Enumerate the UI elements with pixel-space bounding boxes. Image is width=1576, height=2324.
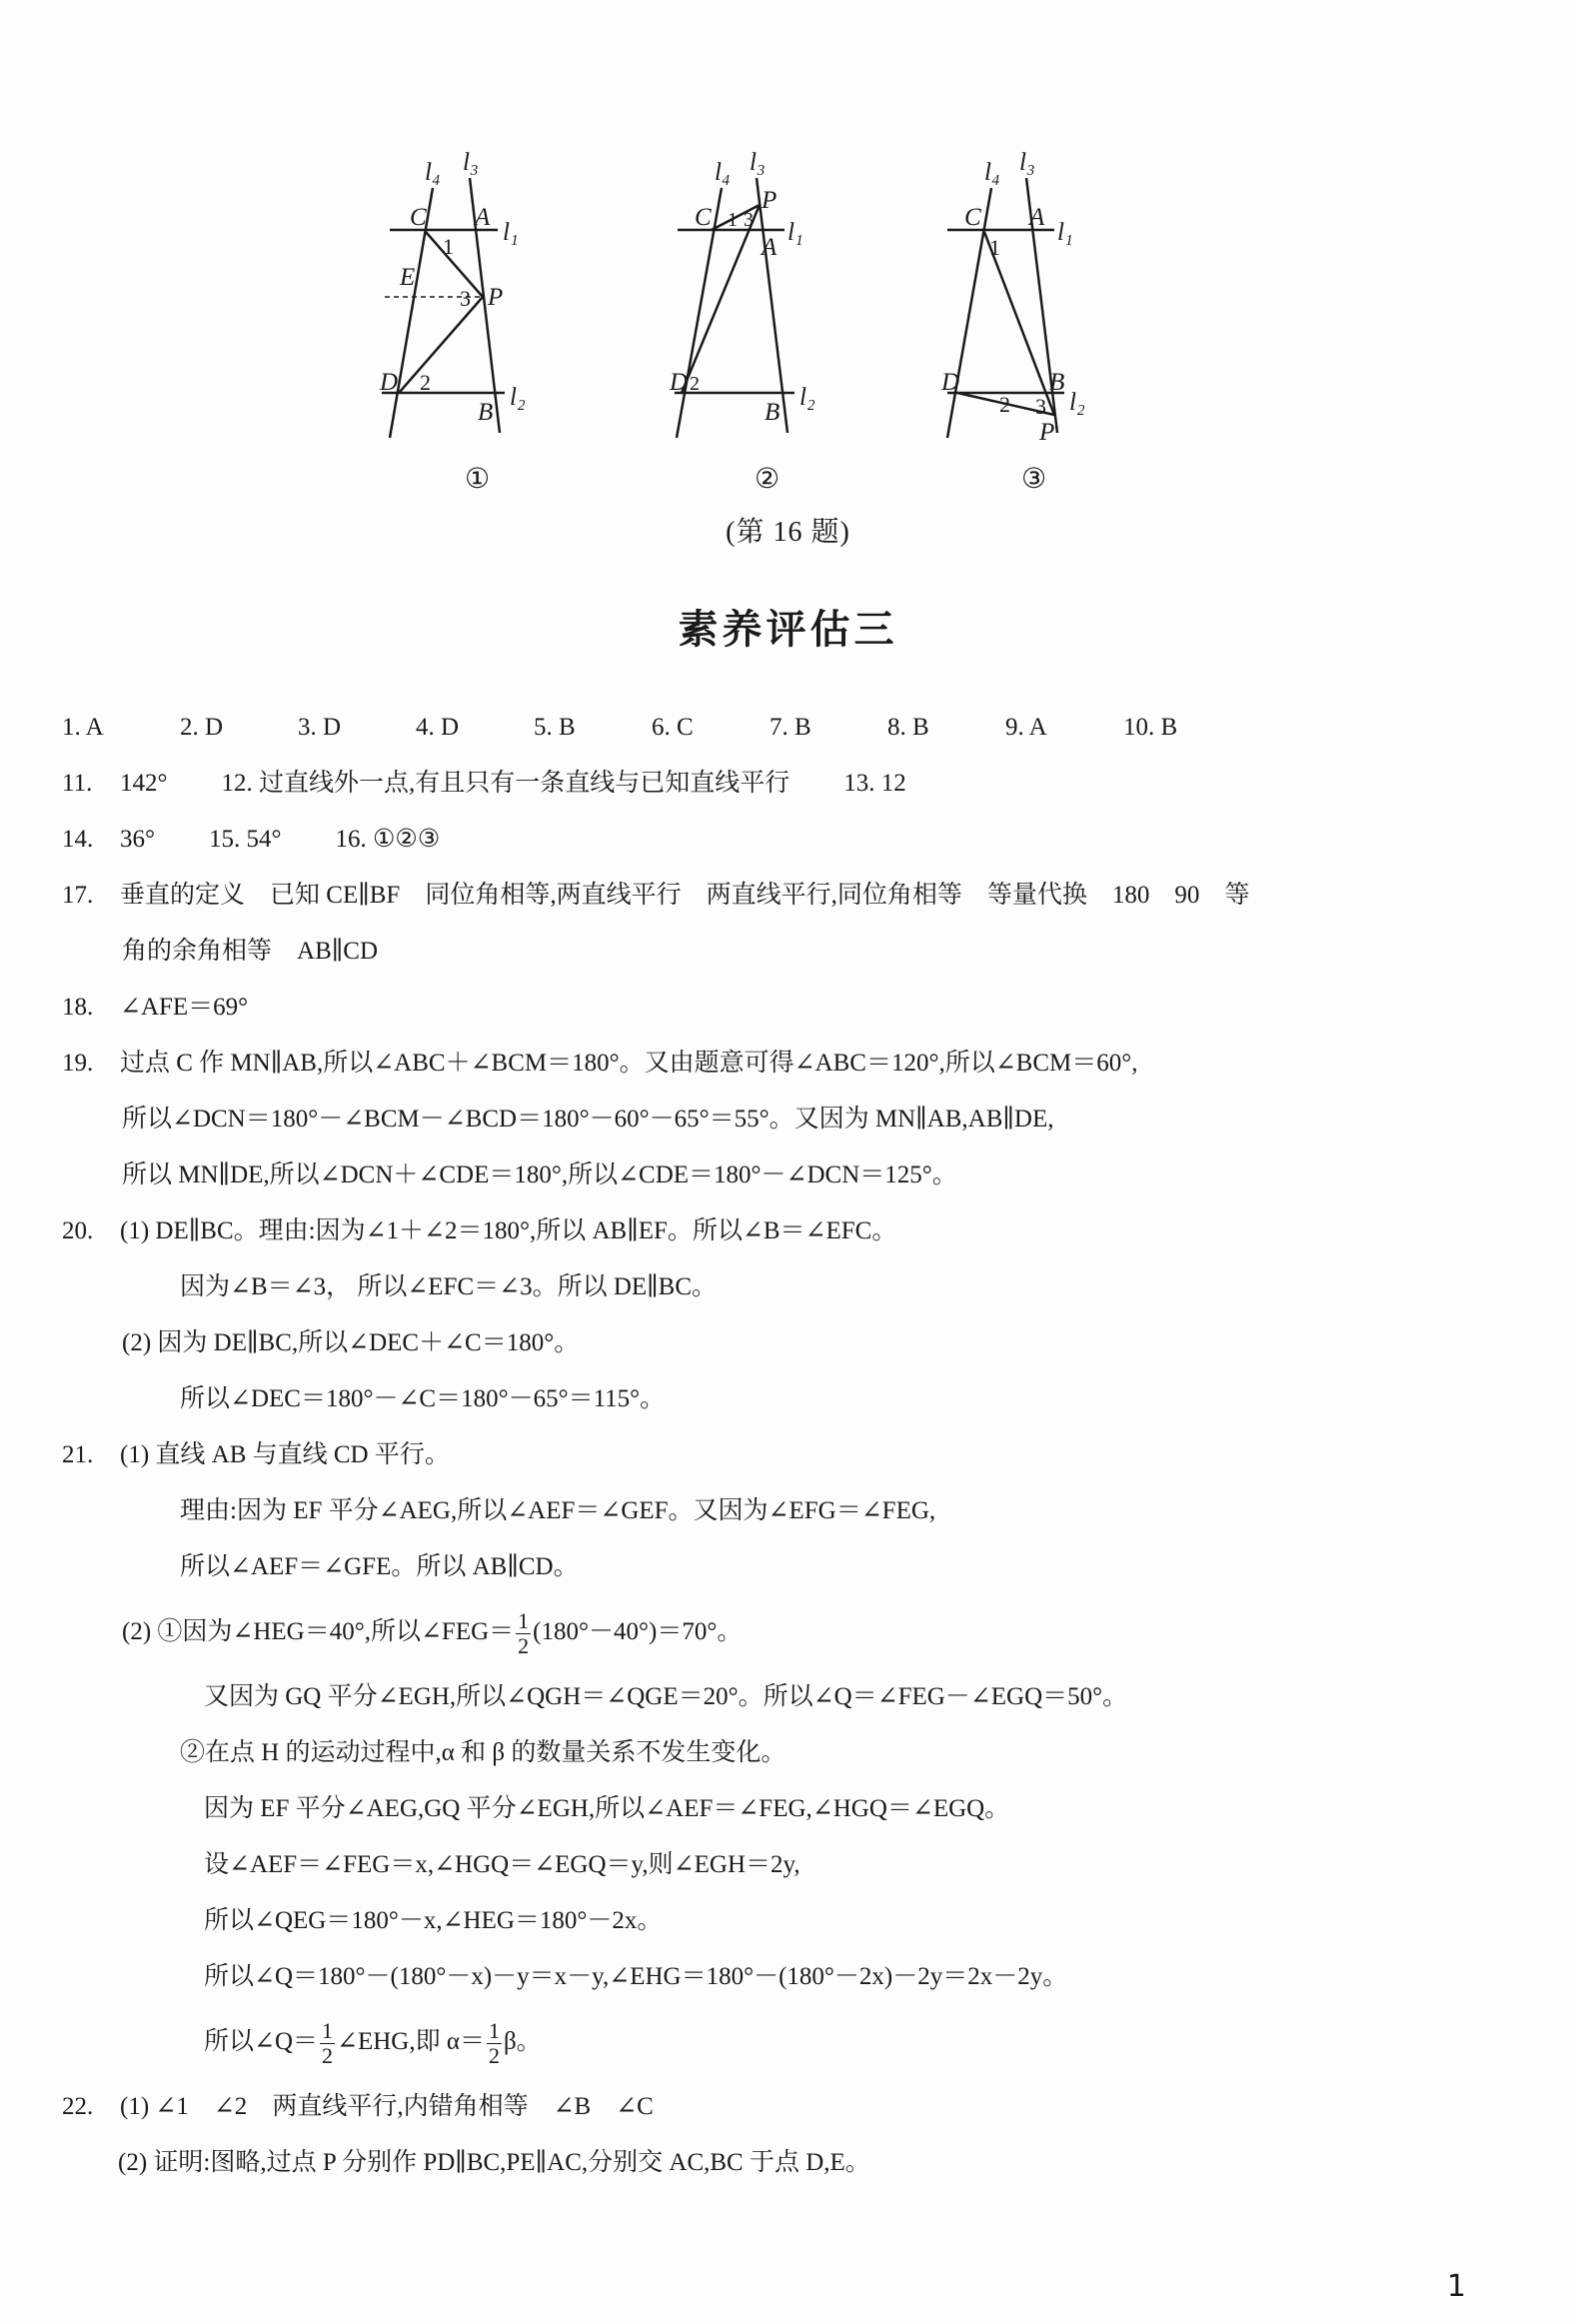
fraction: $\frac{1}{2}$: [488, 2017, 500, 2068]
angle-1: 1: [989, 235, 1000, 260]
answer-21-part2-line3: ②在点 H 的运动过程中,α 和 β 的数量关系不发生变化。: [180, 1739, 787, 1766]
label-l3: l₃: [463, 149, 479, 176]
answer-21-part2-last: 所以∠Q＝ $\frac{1}{2}$ ∠EHG,即 α＝ $\frac{1}{2}$ β。: [204, 2017, 542, 2068]
point-D: D: [380, 369, 399, 396]
answer-21-part1: 21. (1) 直线 AB 与直线 CD 平行。: [62, 1441, 450, 1468]
angle-2: 2: [690, 373, 700, 395]
point-P: P: [762, 187, 778, 214]
label-l4: l₄: [984, 159, 1000, 186]
answer-20-part2: (2) 因为 DE∥BC,所以∠DEC＋∠C＝180°。: [122, 1329, 580, 1356]
angle-3: 3: [460, 286, 471, 311]
answer-item: 5. B: [534, 714, 576, 741]
figure-panel-3: [929, 140, 1129, 465]
angle-3: 3: [1035, 394, 1046, 419]
answer-item: 7. B: [770, 714, 811, 741]
point-P: P: [488, 284, 504, 311]
answer-content: [62, 700, 1521, 2191]
point-E: E: [400, 264, 416, 291]
point-D: D: [670, 369, 689, 396]
label-l1: l₁: [503, 219, 519, 246]
answer-20-part1: 20. (1) DE∥BC。理由:因为∠1＋∠2＝180°,所以 AB∥EF。所以∠B＝∠EFC。: [62, 1217, 897, 1244]
answer-19-line2: 所以∠DCN＝180°－∠BCM－∠BCD＝180°－60°－65°＝55°。又因为 MN∥AB,AB∥DE,: [122, 1106, 1054, 1133]
point-A: A: [762, 234, 778, 261]
fraction: $\frac{1}{2}$: [518, 1607, 530, 1658]
geometry-diagram-1: [370, 140, 570, 460]
figure-panel-2: [660, 140, 859, 465]
answer-21-part2-line5: 设∠AEF＝∠FEG＝x,∠HGQ＝∠EGQ＝y,则∠EGH＝2y,: [204, 1851, 800, 1878]
angle-1: 1: [728, 209, 738, 231]
answer-21-part2-line4: 因为 EF 平分∠AEG,GQ 平分∠EGH,所以∠AEF＝∠FEG,∠HGQ＝∠EGQ。: [204, 1795, 1010, 1822]
answer-22-part1: 22. (1) ∠1 ∠2 两直线平行,内错角相等 ∠B ∠C: [62, 2093, 654, 2120]
answer-item: 1. A: [62, 714, 104, 741]
point-C: C: [695, 204, 712, 231]
angle-2: 2: [999, 392, 1010, 417]
answer-item: 2. D: [180, 714, 224, 741]
label-l2: l₂: [799, 384, 815, 411]
answer-22-part2: (2) 证明:图略,过点 P 分别作 PD∥BC,PE∥AC,分别交 AC,BC 于点 D,E。: [118, 2149, 870, 2176]
figure-number-3: ③: [1021, 464, 1047, 495]
answers-row-11-13: 11. 142° 12. 过直线外一点,有且只有一条直线与已知直线平行 13. 12: [62, 770, 906, 797]
answer-item: 4. D: [416, 714, 460, 741]
geometry-diagram-3: [929, 140, 1129, 460]
figure-caption: (第 16 题): [726, 517, 850, 548]
page-number: 1: [1446, 2269, 1466, 2304]
angle-1: 1: [443, 234, 454, 259]
label-l2: l₂: [510, 384, 526, 411]
figure-group-q16: [0, 140, 1576, 560]
point-C: C: [964, 204, 981, 231]
answer-item: 9. A: [1005, 714, 1047, 741]
answer-19: 19. 过点 C 作 MN∥AB,所以∠ABC＋∠BCM＝180°。又由题意可得∠ABC＝120°,所以∠BCM＝60°,: [62, 1050, 1138, 1077]
answer-item: 10. B: [1123, 714, 1178, 741]
point-A: A: [475, 204, 491, 231]
label-l4: l₄: [425, 159, 441, 186]
point-B: B: [478, 399, 494, 426]
point-B: B: [765, 399, 781, 426]
point-P: P: [1039, 419, 1055, 446]
answer-20-part2-line2: 所以∠DEC＝180°－∠C＝180°－65°＝115°。: [180, 1385, 666, 1412]
answer-17-cont: 角的余角相等 AB∥CD: [122, 938, 379, 965]
answer-19-line3: 所以 MN∥DE,所以∠DCN＋∠CDE＝180°,所以∠CDE＝180°－∠DCN＝125°。: [122, 1162, 957, 1188]
point-D: D: [941, 369, 960, 396]
point-B: B: [1049, 369, 1065, 396]
answer-item: 6. C: [652, 714, 694, 741]
answer-20-part1-line2: 因为∠B＝∠3， 所以∠EFC＝∠3。所以 DE∥BC。: [180, 1273, 718, 1300]
label-l2: l₂: [1069, 389, 1085, 416]
label-l4: l₄: [715, 159, 731, 186]
label-l1: l₁: [1057, 219, 1073, 246]
angle-3: 3: [744, 209, 754, 231]
label-l3: l₃: [750, 149, 766, 176]
label-l1: l₁: [788, 219, 803, 246]
answer-item: 3. D: [298, 714, 342, 741]
fraction: $\frac{1}{2}$: [322, 2017, 334, 2068]
answer-18: 18. ∠AFE＝69°: [62, 994, 249, 1021]
answer-21-part1-line2: 理由:因为 EF 平分∠AEG,所以∠AEF＝∠GEF。又因为∠EFG＝∠FEG,: [180, 1497, 936, 1524]
point-A: A: [1029, 204, 1045, 231]
answer-item: 8. B: [887, 714, 929, 741]
geometry-diagram-2: [660, 140, 859, 460]
figure-number-1: ①: [465, 464, 491, 495]
answer-21-part1-line3: 所以∠AEF＝∠GFE。所以 AB∥CD。: [180, 1553, 579, 1580]
answer-17: 17. 垂直的定义 已知 CE∥BF 同位角相等,两直线平行 两直线平行,同位角相等 等量代换 180 90 等: [62, 882, 1250, 909]
label-l3: l₃: [1019, 149, 1035, 176]
figure-number-2: ②: [755, 464, 781, 495]
answers-row-14-16: 14. 36° 15. 54° 16. ①②③: [62, 826, 441, 853]
answer-21-part2-first: (2) ①因为∠HEG＝40°,所以∠FEG＝ $\frac{1}{2}$ (180°－40°)＝70°。: [122, 1607, 743, 1658]
point-C: C: [410, 204, 427, 231]
answer-21-part2-line6: 所以∠QEG＝180°－x,∠HEG＝180°－2x。: [204, 1907, 663, 1934]
answer-21-part2-line2: 又因为 GQ 平分∠EGH,所以∠QGH＝∠QGE＝20°。所以∠Q＝∠FEG－∠EGQ＝50°。: [204, 1683, 1128, 1710]
answers-mc-row: [62, 700, 1521, 756]
section-title: 素养评估三: [678, 607, 898, 653]
answer-21-part2-line7: 所以∠Q＝180°－(180°－x)－y＝x－y,∠EHG＝180°－(180°－2x)－2y＝2x－2y。: [204, 1963, 1068, 1990]
angle-2: 2: [420, 370, 431, 395]
figure-panel-1: [370, 140, 570, 465]
